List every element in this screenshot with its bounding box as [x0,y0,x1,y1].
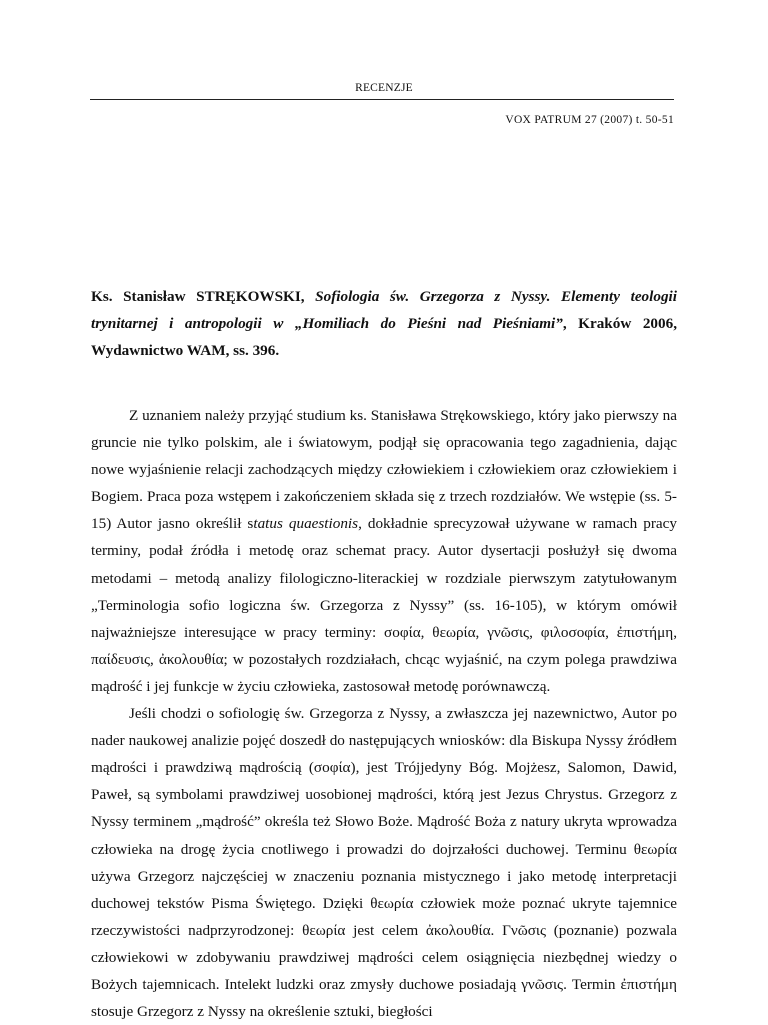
paragraph: Jeśli chodzi o sofiologię św. Grzegorza z Nyssy, a zwłaszcza jej nazewnictwo, Autor po nader naukowej analizie pojęć doszedł do następujących wniosków: dla Biskupa Nyssy źródłem mądrości i prawdziwą mądrością (σοφία), jest Trójjedyny Bóg. Mojżesz, Salomon, Dawid, Paweł, są symbolami prawdziwej uosobionej mądrości, którą jest Jezus Chrystus. Grzegorz z Nyssy terminem „mądrość” określa też Słowo Boże. Mądrość Boża z natury ukryta wprowadza człowieka na drogę życia cnotliwego i prowadzi do dojrzałości duchowej. Terminu θεωρία używa Grzegorz najczęściej w znaczeniu poznania mistycznego i jako metodę interpretacji duchowej tekstów Pisma Świętego. Dzięki θεωρία człowiek może poznać ukryte tajemnice rzeczywistości nadprzyrodzonej: θεωρία jest celem ἀκολουθία. Γνῶσις (poznanie) pozwala człowiekowi w zdobywaniu prawdziwej mądrości celem osiągnięcia niezbędnej wiedzy o Bożych tajemnicach. Intelekt ludzki oraz zmysły duchowe posiadają γνῶσις. Termin ἐπιστήμη stosuje Grzegorz z Nyssy na określenie sztuki, biegłości [91,705,677,1021]
latin-term: tatus quaestionis [253,515,359,533]
review-author: Ks. Stanisław STRĘKOWSKI, [91,288,305,305]
running-head: RECENZJE [355,82,413,94]
paragraph-text: , dokładnie sprecyzował używane w ramach pracy terminy, podał źródła i metodę oraz schemat pracy. Autor dysertacji posłużył się dwoma metodami – metodą analizy filologiczno-literackiej w rozdziale pierwszym zatytułowanym „Terminologia sofio logiczna św. Grzegorza z Nyssy” (ss. 16-105), w którym omówił najważniejsze interesujące w pracy terminy: σοφία, θεωρία, γνῶσις, φιλοσοφία, ἐπιστήμη, παίδευσις, ἀκολουθία; w pozostałych rozdziałach, chcąc wyjaśnić, na czym polega prawdziwa mądrość i jej funkcje w życiu człowieka, zastosował metodę porównawczą. [91,515,677,695]
review-book-title: Sofiologia św. Grzegorza z Nyssy. Elementy teologii trynitarnej i antropologii w „Homiliach do Pieśni nad Pieśniami” [91,288,677,332]
journal-reference: VOX PATRUM 27 (2007) t. 50-51 [505,114,674,126]
review-publication-info: , Kraków 2006, Wydawnictwo WAM, ss. 396. [91,315,677,359]
header-rule [90,99,674,100]
paragraph-text: Z uznaniem należy przyjąć studium ks. Stanisława Strękowskiego, który jako pierwszy na gruncie nie tylko polskim, ale i światowym, podjął się opracowania tego zagadnienia, dając nowe wyjaśnienie relacji zachodzących między człowiekiem i człowiekiem oraz człowiekiem i Bogiem. Praca poza wstępem i zakończeniem składa się z trzech rozdziałów. We wstępie (ss. 5-15) Autor jasno określił s [91,407,677,533]
review-body [91,402,677,1025]
paragraph [91,402,677,700]
review-heading [91,283,677,364]
